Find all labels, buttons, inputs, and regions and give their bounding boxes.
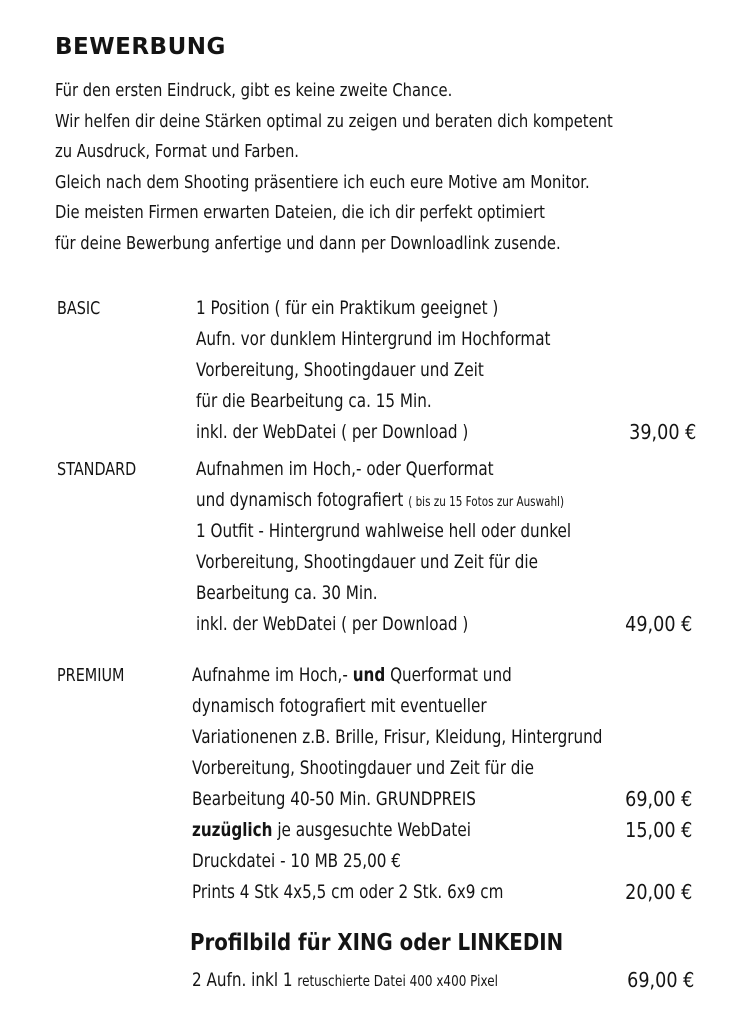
standard-line [196, 516, 692, 547]
premium-grundpreis-row [192, 784, 692, 815]
premium-grundpreis-price: 69,00 € [624, 787, 692, 811]
premium-prints-text: Prints 4 Stk 4x5,5 cm oder 2 Stk. 6x9 cm [192, 881, 504, 903]
premium-prints-row [192, 877, 692, 908]
premium-line1-b: Querformat und [390, 664, 512, 686]
profilbild-row [192, 965, 694, 996]
premium-extra-row [192, 815, 692, 846]
package-name-basic: BASIC [57, 298, 101, 319]
basic-line [196, 386, 696, 417]
premium-extra-price: 15,00 € [624, 818, 692, 842]
basic-line-text: für die Bearbeitung ca. 15 Min. [196, 390, 432, 412]
standard-line [196, 454, 692, 485]
premium-line1-a: Aufnahme im Hoch,- [192, 664, 348, 686]
premium-line [192, 660, 692, 691]
standard-line-text: Vorbereitung, Shootingdauer und Zeit für die [196, 551, 538, 573]
intro-line: für deine Bewerbung anfertige und dann per Downloadlink zusende. [55, 232, 561, 254]
basic-line [196, 355, 696, 386]
standard-line [196, 578, 692, 609]
profilbild-text-note: retuschierte Datei 400 x400 Pixel [297, 972, 498, 990]
package-name-premium: PREMIUM [57, 665, 125, 686]
premium-line-text: dynamisch fotografiert mit eventueller [192, 695, 487, 717]
premium-line-text: Vorbereitung, Shootingdauer und Zeit für die [192, 757, 534, 779]
basic-line [196, 293, 696, 324]
standard-price-row [196, 609, 692, 640]
premium-druck-text: Druckdatei - 10 MB 25,00 € [192, 850, 401, 872]
intro-line: zu Ausdruck, Format und Farben. [55, 141, 300, 162]
premium-line-text: Variationenen z.B. Brille, Frisur, Kleidung, Hintergrund [192, 726, 603, 748]
standard-line-text: 1 Outfit - Hintergrund wahlweise hell oder dunkel [196, 520, 572, 542]
standard-line-text: Bearbeitung ca. 30 Min. [196, 582, 378, 604]
premium-extra-bold: zuzüglich [192, 819, 273, 841]
profilbild-heading: Profilbild für XING oder LINKEDIN [190, 930, 564, 956]
basic-line-text: 1 Position ( für ein Praktikum geeignet ) [196, 297, 499, 319]
basic-line [196, 324, 696, 355]
profilbild-text-main: 2 Aufn. inkl 1 [192, 969, 293, 991]
premium-prints-price: 20,00 € [624, 880, 692, 904]
premium-line1-bold: und [352, 664, 386, 686]
basic-line-text: inkl. der WebDatei ( per Download ) [196, 421, 469, 443]
intro-line: Die meisten Firmen erwarten Dateien, die ich dir perfekt optimiert [55, 202, 545, 223]
basic-line-text: Aufn. vor dunklem Hintergrund im Hochformat [196, 328, 551, 350]
standard-line [196, 547, 692, 578]
premium-line [192, 691, 692, 722]
premium-line [192, 753, 692, 784]
standard-line [196, 485, 692, 516]
standard-line-text: Aufnahmen im Hoch,- oder Querformat [196, 458, 494, 480]
standard-line-text [196, 485, 564, 518]
premium-druck-row [192, 846, 692, 877]
page-title: BEWERBUNG [55, 34, 226, 60]
standard-line2-main: und dynamisch fotografiert [196, 489, 404, 511]
premium-line-text [192, 660, 512, 691]
package-name-standard: STANDARD [57, 459, 137, 480]
standard-line2-note: ( bis zu 15 Fotos zur Auswahl) [408, 495, 564, 510]
premium-grundpreis-text: Bearbeitung 40-50 Min. GRUNDPREIS [192, 788, 476, 810]
basic-line-text: Vorbereitung, Shootingdauer und Zeit [196, 359, 484, 381]
intro-line: Wir helfen dir deine Stärken optimal zu zeigen und beraten dich kompetent [55, 110, 613, 132]
basic-price-row [196, 417, 696, 448]
premium-extra-label: je ausgesuchte WebDatei [277, 819, 471, 841]
profilbild-price: 69,00 € [626, 968, 694, 992]
intro-text [55, 76, 735, 259]
basic-price: 39,00 € [628, 420, 696, 444]
standard-price: 49,00 € [624, 612, 692, 636]
intro-line: Gleich nach dem Shooting präsentiere ich euch eure Motive am Monitor. [55, 171, 590, 193]
standard-line-text: inkl. der WebDatei ( per Download ) [196, 613, 469, 635]
premium-extra-text [192, 815, 471, 846]
profilbild-text [192, 965, 498, 997]
premium-line [192, 722, 692, 753]
intro-line: Für den ersten Eindruck, gibt es keine zweite Chance. [55, 80, 453, 101]
